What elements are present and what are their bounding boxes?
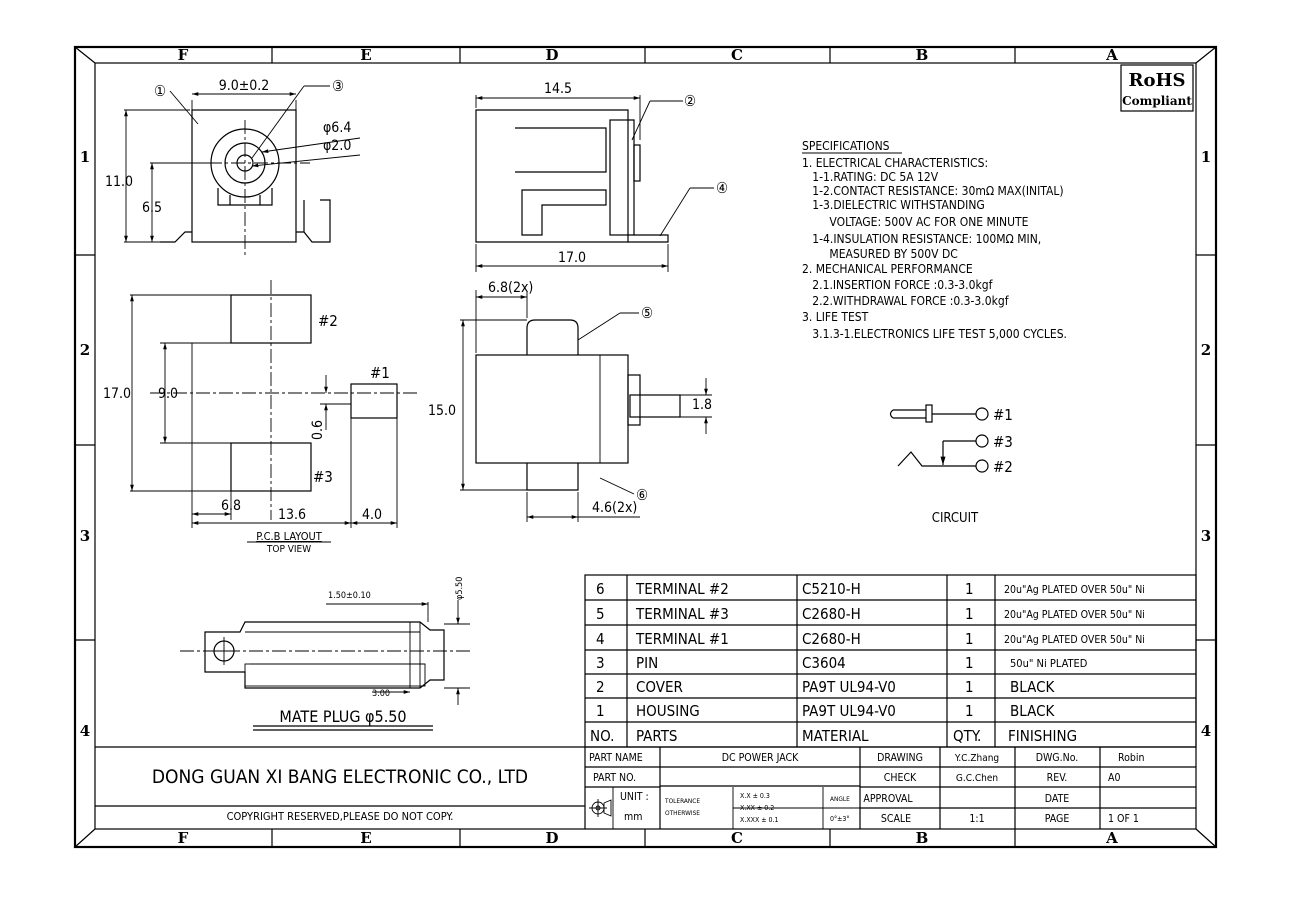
bom-part: TERMINAL #2	[636, 580, 729, 598]
copyright-notice: COPYRIGHT RESERVED,PLEASE DO NOT COPY.	[226, 810, 454, 823]
bom-finishing: 20u"Ag PLATED OVER 50u" Ni	[1004, 609, 1145, 621]
side-view	[476, 81, 728, 272]
bom-rows	[590, 580, 1145, 745]
bom-header-parts: PARTS	[636, 727, 678, 745]
bom-qty: 1	[965, 630, 974, 648]
bom-no: 2	[596, 678, 605, 696]
bom-part: COVER	[636, 678, 683, 696]
spec-line: 1-1.RATING: DC 5A 12V	[802, 170, 939, 184]
specifications	[802, 139, 1067, 341]
col-label-c-bottom: C	[731, 829, 743, 847]
company-name: DONG GUAN XI BANG ELECTRONIC CO., LTD	[151, 766, 529, 788]
spec-line: 1-3.DIELECTRIC WITHSTANDING	[802, 198, 985, 212]
pad-label-3: #3	[313, 468, 333, 486]
row-labels-right	[1201, 148, 1211, 740]
table-row	[596, 678, 1056, 696]
pad-label-1: #1	[370, 364, 390, 382]
callout-5: ⑤	[641, 304, 654, 322]
drawing-value: Y.C.Zhang	[954, 753, 1000, 764]
bom-finishing: 50u" Ni PLATED	[1010, 657, 1088, 670]
col-label-f-bottom: F	[177, 829, 189, 847]
pad-label-2: #2	[318, 312, 338, 330]
bom-qty: 1	[965, 702, 974, 720]
spec-line: VOLTAGE: 500V AC FOR ONE MINUTE	[802, 215, 1029, 229]
col-label-f: F	[177, 46, 189, 64]
tolerance-label: TOLERANCE	[665, 797, 701, 805]
bom-no: 3	[596, 654, 605, 672]
page-label: PAGE	[1044, 813, 1070, 825]
col-label-e: E	[360, 46, 372, 64]
col-label-e-bottom: E	[360, 829, 372, 847]
bom-part: PIN	[636, 654, 659, 672]
spec-title: SPECIFICATIONS	[802, 139, 890, 153]
bom-material: C3604	[802, 654, 846, 672]
row-label-3-right: 3	[1200, 527, 1212, 545]
scale-label: SCALE	[880, 813, 912, 825]
part-no-label: PART NO.	[593, 772, 637, 784]
dim-pcb-68: 6.8	[221, 498, 242, 514]
bom-qty: 1	[965, 678, 974, 696]
spec-line: 1-2.CONTACT RESISTANCE: 30mΩ MAX(INITAL)	[802, 184, 1064, 198]
spec-line: 3. LIFE TEST	[802, 310, 869, 324]
column-labels-bottom	[178, 829, 1119, 847]
bom-material: C2680-H	[802, 630, 861, 648]
col-label-a-bottom: A	[1106, 829, 1118, 847]
unit-value: mm	[624, 811, 643, 823]
bom-qty: 1	[965, 605, 974, 623]
approval-label: APPROVAL	[863, 793, 913, 805]
rev-value: A0	[1108, 772, 1121, 784]
bom-no: 4	[596, 630, 605, 648]
dim-pin-dia: φ2.0	[323, 138, 352, 154]
bom-header-finishing: FINISHING	[1008, 727, 1078, 745]
row-label-4: 4	[79, 722, 91, 740]
dim-top-150: 15.0	[428, 403, 457, 419]
dwg-no-value: Robin	[1118, 752, 1145, 764]
table-row	[596, 605, 1145, 623]
bom-no: 5	[596, 605, 605, 623]
bom-material: C2680-H	[802, 605, 861, 623]
col-label-d-bottom: D	[545, 829, 559, 847]
dim-pcb-06: 0.6	[310, 419, 326, 440]
table-row	[596, 580, 1145, 598]
row-label-2-right: 2	[1200, 341, 1212, 359]
rohs-subtitle: Compliant	[1122, 94, 1192, 108]
row-label-3: 3	[79, 527, 91, 545]
rohs-badge	[1121, 65, 1193, 111]
date-label: DATE	[1044, 793, 1070, 805]
angle-value: 0°±3°	[830, 815, 850, 823]
dim-top-18: 1.8	[692, 397, 713, 413]
bom-part: HOUSING	[636, 702, 700, 720]
circuit-pin-1: #1	[993, 406, 1013, 424]
table-row	[596, 702, 1056, 720]
dim-side-bottom: 17.0	[557, 250, 587, 266]
rev-label: REV.	[1046, 772, 1068, 784]
otherwise-label: OTHERWISE	[665, 809, 700, 817]
dim-front-center: 6.5	[142, 200, 163, 216]
part-name-value: DC POWER JACK	[721, 752, 799, 764]
bom-qty: 1	[965, 654, 974, 672]
spec-line: 2. MECHANICAL PERFORMANCE	[802, 262, 973, 276]
callout-1: ①	[154, 82, 167, 100]
callout-6: ⑥	[636, 486, 649, 504]
bom-material: C5210-H	[802, 580, 861, 598]
dwg-no-label: DWG.No.	[1035, 752, 1079, 764]
spec-line: 2.2.WITHDRAWAL FORCE :0.3-3.0kgf	[802, 294, 1009, 308]
dim-front-height: 11.0	[105, 174, 134, 190]
callout-3: ③	[332, 77, 345, 95]
dim-plug-300: 3.00	[372, 689, 391, 699]
bom-finishing: BLACK	[1010, 702, 1055, 720]
top-view	[428, 280, 712, 522]
tolerance-1: X.X ± 0.3	[740, 792, 770, 800]
row-label-4-right: 4	[1200, 722, 1212, 740]
bom-header-no: NO.	[590, 727, 615, 745]
dim-front-width: 9.0±0.2	[218, 78, 270, 94]
bom-table	[585, 575, 1196, 747]
dim-plug-dia: φ5.50	[455, 576, 465, 600]
row-label-1-right: 1	[1200, 148, 1212, 166]
spec-line: 1-4.INSULATION RESISTANCE: 100MΩ MIN,	[802, 232, 1042, 246]
bom-qty: 1	[965, 580, 974, 598]
callout-2: ②	[684, 92, 697, 110]
col-label-a: A	[1106, 46, 1118, 64]
drawing-label: DRAWING	[877, 752, 923, 764]
check-value: G.C.Chen	[955, 773, 999, 784]
bom-material: PA9T UL94-V0	[802, 678, 896, 696]
column-labels-top	[178, 46, 1119, 64]
projection-symbol-icon	[589, 799, 611, 817]
bom-header-qty: QTY.	[953, 727, 982, 745]
unit-label: UNIT :	[620, 791, 649, 803]
pcb-layout	[103, 280, 420, 555]
dim-top-46-2x: 4.6(2x)	[592, 500, 638, 516]
col-label-c: C	[731, 46, 743, 64]
dim-pcb-40: 4.0	[362, 507, 383, 523]
pcb-layout-title: P.C.B LAYOUT	[256, 530, 322, 543]
mate-plug-title: MATE PLUG φ5.50	[279, 707, 407, 726]
bom-header-material: MATERIAL	[802, 727, 869, 745]
dim-side-top: 14.5	[543, 81, 573, 97]
bom-no: 1	[596, 702, 605, 720]
bom-material: PA9T UL94-V0	[802, 702, 896, 720]
table-row	[596, 630, 1145, 648]
tolerance-3: X.XXX ± 0.1	[740, 816, 779, 824]
spec-line: MEASURED BY 500V DC	[802, 247, 958, 261]
bom-part: TERMINAL #1	[636, 630, 729, 648]
circuit-pin-2: #2	[993, 458, 1013, 476]
dim-pcb-17: 17.0	[103, 386, 132, 402]
col-label-d: D	[545, 46, 559, 64]
dim-plug-150: 1.50±0.10	[328, 591, 371, 601]
circuit-pin-3: #3	[993, 433, 1013, 451]
rohs-title: RoHS	[1128, 70, 1186, 91]
dim-top-68-2x: 6.8(2x)	[488, 280, 534, 296]
row-label-2: 2	[79, 341, 91, 359]
row-label-1: 1	[79, 148, 91, 166]
angle-label: ANGLE	[830, 795, 850, 803]
scale-value: 1:1	[969, 813, 985, 825]
spec-line: 1. ELECTRICAL CHARACTERISTICS:	[802, 156, 989, 170]
bom-finishing: 20u"Ag PLATED OVER 50u" Ni	[1004, 584, 1145, 596]
page-value: 1 OF 1	[1108, 813, 1139, 825]
check-label: CHECK	[883, 772, 917, 784]
bom-finishing: BLACK	[1010, 678, 1055, 696]
tolerance-2: X.XX ± 0.2	[740, 804, 775, 812]
table-header-row	[590, 727, 1077, 745]
col-label-b-bottom: B	[915, 829, 929, 847]
pcb-layout-subtitle: TOP VIEW	[266, 544, 312, 555]
bom-finishing: 20u"Ag PLATED OVER 50u" Ni	[1004, 634, 1145, 646]
dim-pcb-136: 13.6	[278, 507, 307, 523]
row-labels-left	[80, 148, 90, 740]
col-label-b: B	[915, 46, 929, 64]
spec-line: 2.1.INSERTION FORCE :0.3-3.0kgf	[802, 278, 993, 292]
circuit-diagram	[891, 405, 1013, 526]
part-name-label: PART NAME	[589, 752, 643, 764]
dim-outer-dia: φ6.4	[323, 120, 352, 136]
front-view	[105, 77, 360, 255]
spec-line: 3.1.3-1.ELECTRONICS LIFE TEST 5,000 CYCLES.	[802, 327, 1067, 341]
bom-no: 6	[596, 580, 605, 598]
mate-plug	[180, 577, 470, 730]
callout-4: ④	[716, 179, 729, 197]
title-block-text	[152, 752, 1145, 825]
circuit-label: CIRCUIT	[931, 511, 979, 526]
dim-pcb-9: 9.0	[158, 386, 179, 402]
bom-part: TERMINAL #3	[636, 605, 729, 623]
table-row	[596, 654, 1088, 672]
